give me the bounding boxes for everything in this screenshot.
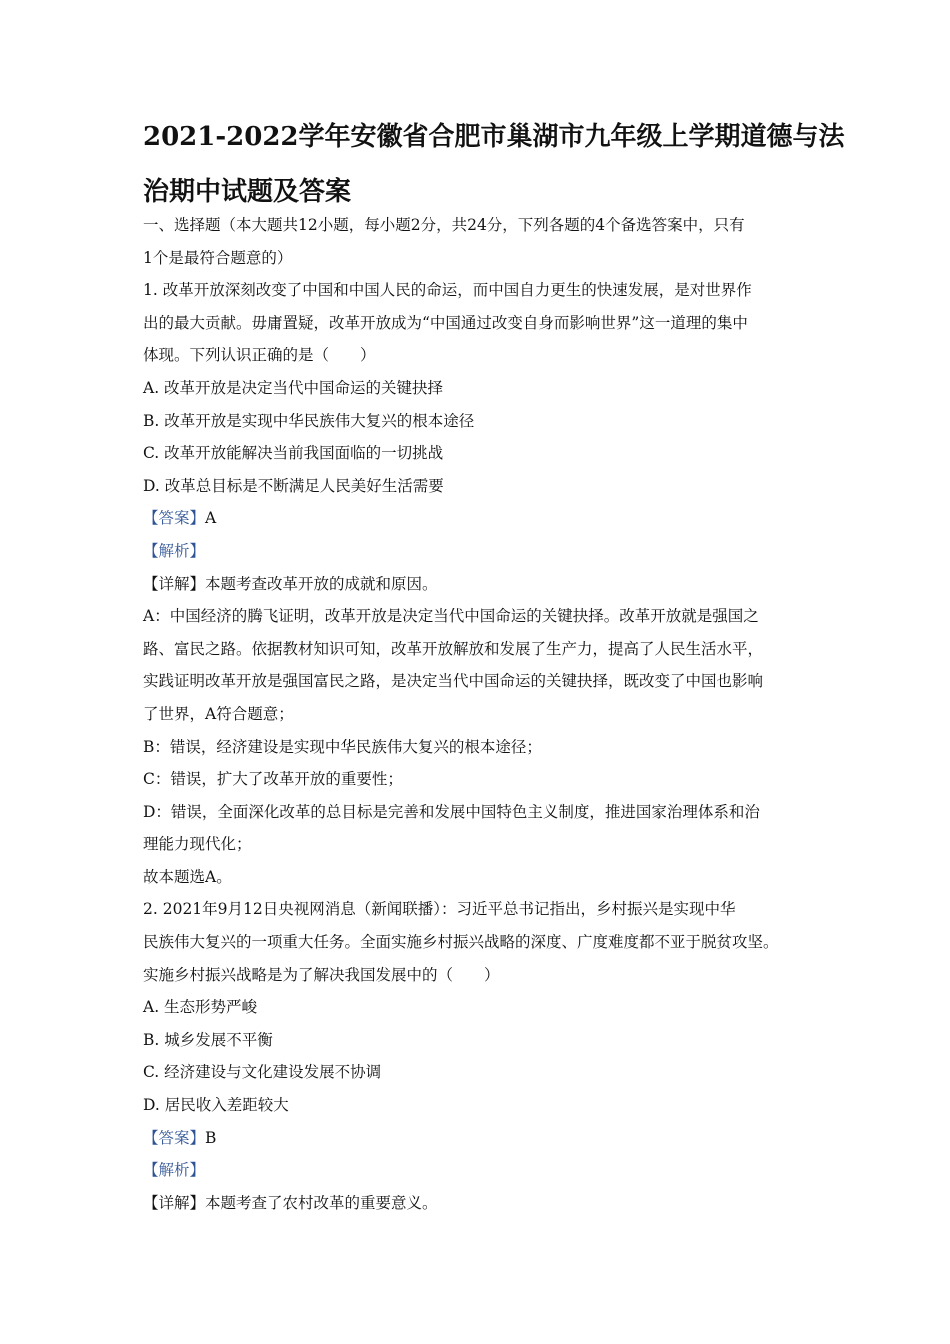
document-title xyxy=(143,110,845,220)
q1-explanation-line-4: 了世界，A符合题意； xyxy=(143,704,294,723)
q2-answer-line xyxy=(143,1122,823,1155)
q2-stem-line-2: 民族伟大复兴的一项重大任务。全面实施乡村振兴战略的深度、广度难度都不亚于脱贫攻坚。 xyxy=(143,933,779,952)
q1-stem-line-2: 出的最大贡献。毋庸置疑，改革开放成为“中国通过改变自身而影响世界”这一道理的集中 xyxy=(143,313,748,332)
q1-explanation-line-8: 理能力现代化； xyxy=(143,835,252,854)
q1-explanation-line-2: 路、富民之路。依据教材知识可知，改革开放解放和发展了生产力，提高了人民生活水平， xyxy=(143,639,764,658)
q2-detail-tag: 【详解】 xyxy=(143,1193,206,1212)
q1-analysis-line xyxy=(143,535,823,568)
q2-answer-value: B xyxy=(205,1128,217,1147)
q2-option-d: D. 居民收入差距较大 xyxy=(143,1096,289,1115)
q1-explanation-line-7: D：错误，全面深化改革的总目标是完善和发展中国特色主义制度，推进国家治理体系和治 xyxy=(143,802,760,821)
q1-option-d: D. 改革总目标是不断满足人民美好生活需要 xyxy=(143,476,444,495)
title-line-2: 治期中试题及答案 xyxy=(143,177,352,207)
title-line-1: 2021-2022学年安徽省合肥市巢湖市九年级上学期道德与法 xyxy=(143,122,845,152)
q1-stem-line-3: 体现。下列认识正确的是（ ） xyxy=(143,346,376,365)
q2-analysis-line xyxy=(143,1154,823,1187)
q1-stem-line-1: 1. 改革开放深刻改变了中国和中国人民的命运，而中国自力更生的快速发展，是对世界作 xyxy=(143,281,752,300)
q1-detail-line xyxy=(143,568,823,601)
q1-detail-text: 本题考查改革开放的成就和原因。 xyxy=(205,574,438,593)
q2-detail-text: 本题考查了农村改革的重要意义。 xyxy=(205,1193,438,1212)
q1-answer-value: A xyxy=(205,509,217,528)
q1-detail-tag: 【详解】 xyxy=(143,574,206,593)
q1-explanation-line-6: C：错误，扩大了改革开放的重要性； xyxy=(143,770,403,789)
q1-explanation-line-9: 故本题选A。 xyxy=(143,867,232,886)
q2-option-c: C. 经济建设与文化建设发展不协调 xyxy=(143,1063,382,1082)
q2-stem-line-1: 2. 2021年9月12日央视网消息（新闻联播）：习近平总书记指出，乡村振兴是实现中华 xyxy=(143,900,736,919)
q1-analysis-tag: 【解析】 xyxy=(143,541,206,560)
q1-answer-line xyxy=(143,502,823,535)
q1-option-a: A. 改革开放是决定当代中国命运的关键抉择 xyxy=(143,378,444,397)
q1-explanation-line-5: B：错误，经济建设是实现中华民族伟大复兴的根本途径； xyxy=(143,737,542,756)
section-heading-line-2: 1个是最符合题意的） xyxy=(143,248,293,267)
q1-explanation-line-1: A：中国经济的腾飞证明，改革开放是决定当代中国命运的关键抉择。改革开放就是强国之 xyxy=(143,607,759,626)
q2-stem-line-3: 实施乡村振兴战略是为了解决我国发展中的（ ） xyxy=(143,965,500,984)
q1-explanation-line-3: 实践证明改革开放是强国富民之路，是决定当代中国命运的关键抉择，既改变了中国也影响 xyxy=(143,672,764,691)
q2-detail-line xyxy=(143,1187,823,1220)
q1-answer-tag: 【答案】 xyxy=(143,509,206,528)
q1-option-c: C. 改革开放能解决当前我国面临的一切挑战 xyxy=(143,444,444,463)
document-body xyxy=(143,209,823,1219)
section-heading-line-1: 一、选择题（本大题共12小题，每小题2分，共24分，下列各题的4个备选答案中，只有 xyxy=(143,216,745,234)
q1-option-b: B. 改革开放是实现中华民族伟大复兴的根本途径 xyxy=(143,411,475,430)
q2-analysis-tag: 【解析】 xyxy=(143,1161,206,1180)
q2-option-b: B. 城乡发展不平衡 xyxy=(143,1030,273,1049)
q2-option-a: A. 生态形势严峻 xyxy=(143,998,258,1017)
q2-answer-tag: 【答案】 xyxy=(143,1128,206,1147)
